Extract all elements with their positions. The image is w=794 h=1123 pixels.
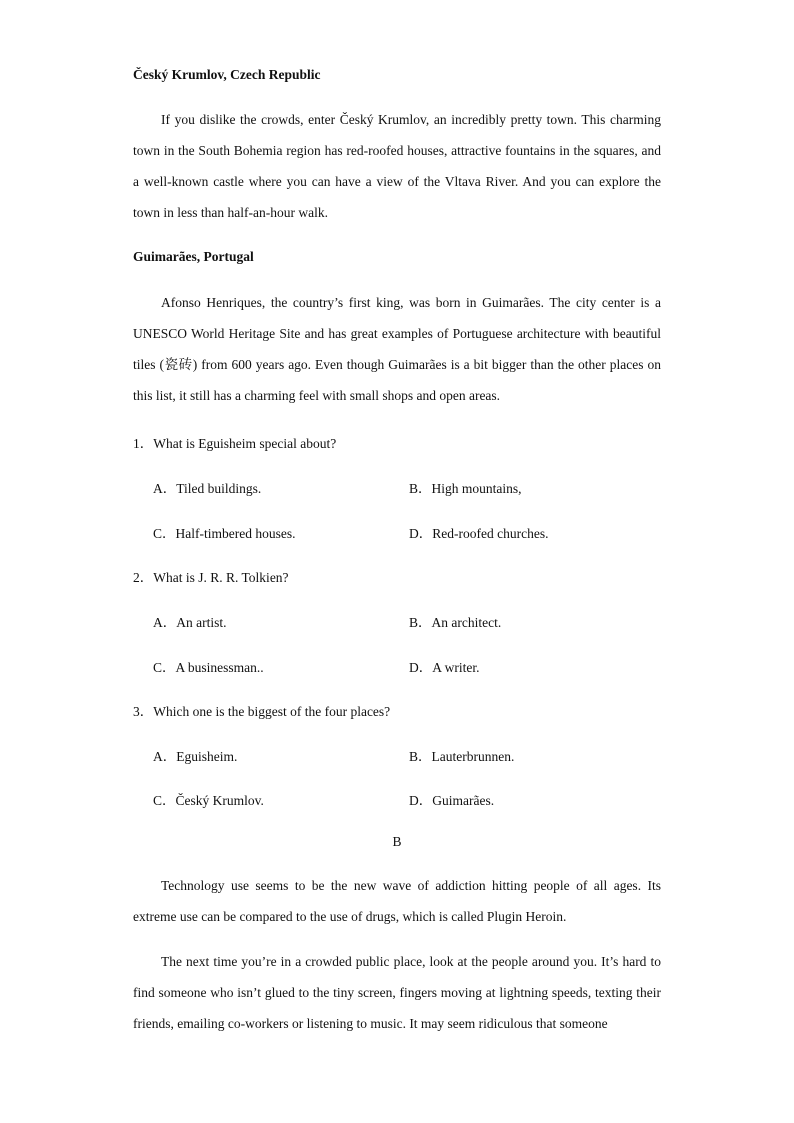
question-1: 1．What is Eguisheim special about? bbox=[133, 436, 337, 451]
part-b-label: B bbox=[392, 834, 402, 849]
question-2-option-b[interactable]: B．An architect. bbox=[409, 615, 502, 630]
question-3-option-d[interactable]: D．Guimarães. bbox=[409, 793, 495, 808]
paragraph-cesky-krumlov bbox=[133, 104, 661, 228]
question-3: 3．Which one is the biggest of the four places? bbox=[133, 704, 391, 719]
question-1-option-b[interactable]: B．High mountains, bbox=[409, 481, 522, 496]
question-1-option-c[interactable]: C．Half-timbered houses. bbox=[153, 526, 296, 541]
paragraph-text: If you dislike the crowds, enter Český Krumlov, an incredibly pretty town. This charming town in the South Bohemia region has red-roofed houses, attractive fountains in the squares, and a well-known castle where you can have a view of the Vltava River. And you can explore the town in less than half-an-hour walk. bbox=[133, 112, 661, 220]
question-1-option-d[interactable]: D．Red-roofed churches. bbox=[409, 526, 549, 541]
question-2-option-c[interactable]: C．A businessman.. bbox=[153, 660, 264, 675]
question-1-option-a[interactable]: A．Tiled buildings. bbox=[153, 481, 262, 496]
part-b-paragraph-2 bbox=[133, 946, 661, 1039]
question-3-option-a[interactable]: A．Eguisheim. bbox=[153, 749, 238, 764]
part-b-paragraph-1 bbox=[133, 870, 661, 932]
question-3-option-c[interactable]: C．Český Krumlov. bbox=[153, 793, 264, 808]
question-2-option-d[interactable]: D．A writer. bbox=[409, 660, 480, 675]
question-2-option-a[interactable]: A．An artist. bbox=[153, 615, 227, 630]
paragraph-text: The next time you’re in a crowded public place, look at the people around you. It’s hard to find someone who isn’t glued to the tiny screen, fingers moving at lightning speeds, texting their friends, emailing co-workers or listening to music. It may seem ridiculous that someone bbox=[133, 954, 661, 1031]
section-heading-cesky-krumlov: Český Krumlov, Czech Republic bbox=[133, 67, 321, 82]
paragraph-guimaraes bbox=[133, 287, 661, 411]
question-2: 2．What is J. R. R. Tolkien? bbox=[133, 570, 289, 585]
section-heading-guimaraes: Guimarães, Portugal bbox=[133, 249, 254, 264]
question-3-option-b[interactable]: B．Lauterbrunnen. bbox=[409, 749, 515, 764]
paragraph-text: Afonso Henriques, the country’s first king, was born in Guimarães. The city center is a UNESCO World Heritage Site and has great examples of Portuguese architecture with beautiful tiles (瓷砖) from 600 years ago. Even though Guimarães is a bit bigger than the other places on this list, it still has a charming feel with small shops and open areas. bbox=[133, 295, 661, 403]
paragraph-text: Technology use seems to be the new wave of addiction hitting people of all ages. Its extreme use can be compared to the use of drugs, which is called Plugin Heroin. bbox=[133, 878, 661, 924]
